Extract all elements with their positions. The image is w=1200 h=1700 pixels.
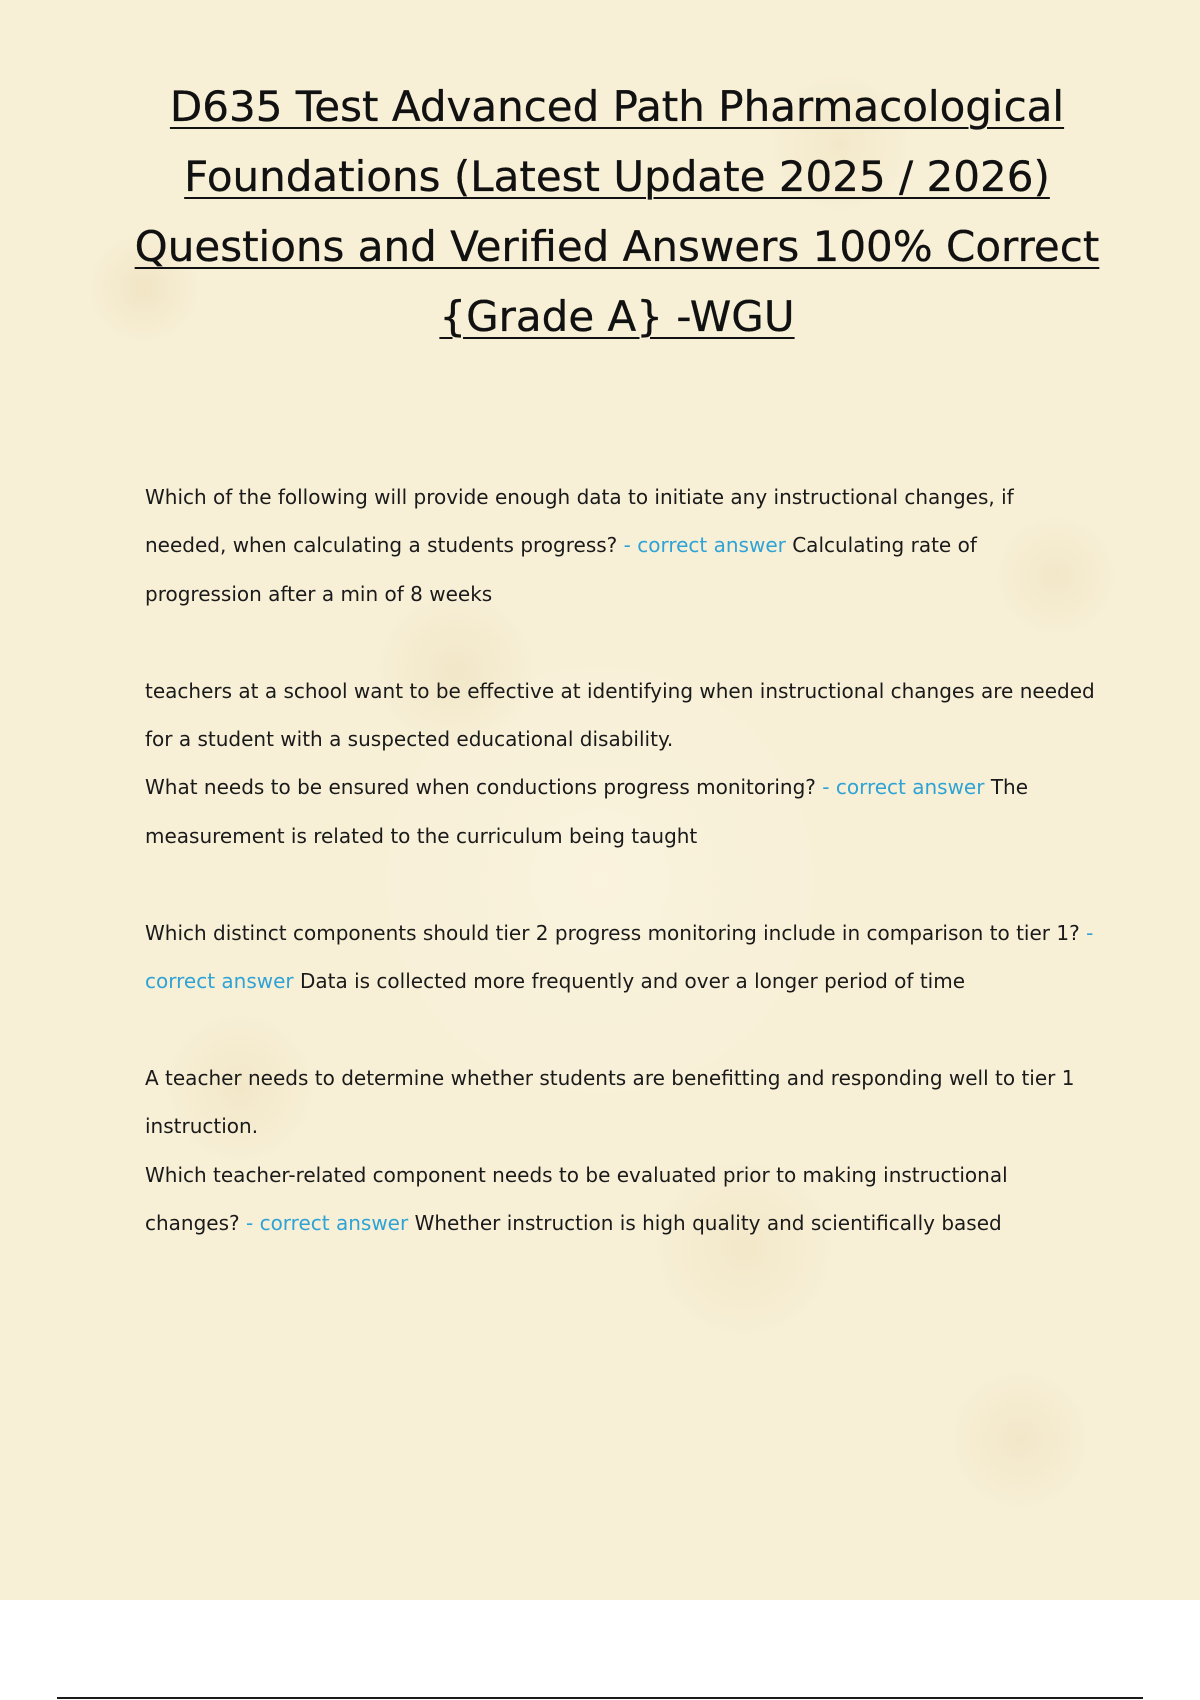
answer-text: The measurement is related to the curriculum being taught [145, 775, 1029, 848]
question-text: teachers at a school want to be effective at identifying when instructional changes are needed for a student with a suspected educational disability. [145, 678, 1095, 752]
question-answer-paragraph [145, 909, 1095, 1006]
correct-answer-label: - correct answer [623, 533, 786, 558]
question-context-paragraph [145, 667, 1095, 764]
qa-list [145, 473, 1095, 1296]
qa-item [145, 667, 1095, 861]
question-answer-paragraph [145, 473, 1095, 618]
qa-item [145, 909, 1095, 1006]
question-text: Which teacher-related component needs to be evaluated prior to making instructional changes? [145, 1162, 1008, 1236]
answer-text: Calculating rate of progression after a min of 8 weeks [145, 533, 977, 606]
question-text: A teacher needs to determine whether students are benefitting and responding well to tier 1 instruction. [145, 1065, 1075, 1139]
question-text: Which of the following will provide enough data to initiate any instructional changes, if needed, when calculating a students progress? [145, 485, 1014, 558]
question-answer-paragraph [145, 763, 1095, 860]
question-text: Which distinct components should tier 2 progress monitoring include in comparison to tier 1? [145, 920, 1080, 945]
correct-answer-label: - correct answer [145, 920, 1094, 994]
answer-text: Data is collected more frequently and over a longer period of time [299, 969, 966, 994]
footer-divider [57, 1697, 1143, 1699]
qa-item [145, 473, 1095, 618]
question-context-paragraph [145, 1054, 1095, 1151]
document-title: D635 Test Advanced Path Pharmacological Foundations (Latest Update 2025 / 2026) Questions and Verified Answers 100% Correct {Grade A} -WGU [134, 82, 1100, 341]
answer-text: Whether instruction is high quality and scientifically based [414, 1211, 1002, 1236]
correct-answer-label: - correct answer [246, 1211, 409, 1236]
qa-item [145, 1054, 1095, 1248]
question-text: What needs to be ensured when conductions progress monitoring? [145, 775, 816, 800]
question-answer-paragraph [145, 1151, 1095, 1248]
correct-answer-label: - correct answer [822, 775, 985, 800]
